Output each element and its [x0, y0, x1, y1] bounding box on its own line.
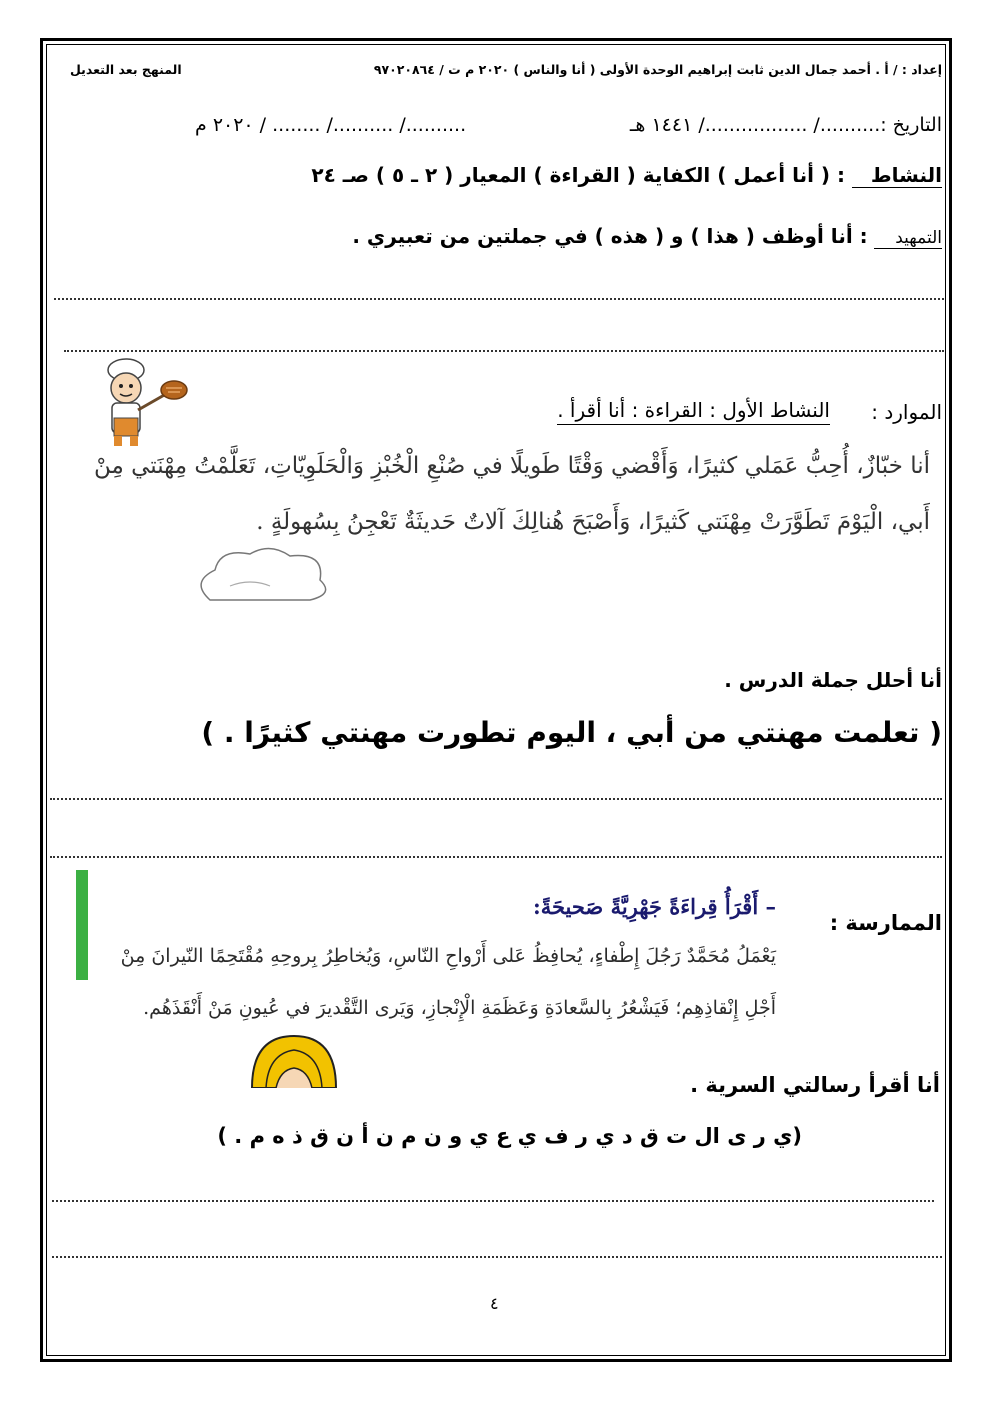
analysis-title: أنا أحلل جملة الدرس .	[724, 668, 942, 692]
activity-text: : ( أنا أعمل ) الكفاية ( القراءة ) المعيار ( ٢ ـ ٥ ) صـ ٢٤	[311, 163, 846, 187]
resources-label: الموارد :	[871, 400, 942, 424]
passage1-text: أنا خبّازٌ، أُحِبُّ عَمَلي كثيرًا، وَأَقْضي وَقْتًا طَويلًا في صُنْعِ الْخُبْزِ وَالْحَلَوِيّاتِ، تَعَلَّمْتُ مِهْنَتي مِنْ أَبي، الْيَوْمَ تَطَوَّرَتْ مِهْنَتي كَثيرًا، وَأَصْبَحَ هُنالِكَ آلاتٌ حَديثَةٌ تَعْجِنُ بِسُهولَةٍ .	[93, 453, 930, 535]
resources-activity-title: النشاط الأول : القراءة : أنا أقرأ .	[557, 398, 830, 425]
firefighter-icon	[246, 1030, 341, 1088]
page-number: ٤	[490, 1294, 499, 1313]
header-curriculum: المنهج بعد التعديل	[70, 62, 182, 77]
answer-line-1	[54, 298, 944, 300]
analysis-sentence: ( تعلمت مهنتي من أبي ، اليوم تطورت مهنتي كثيرًا . )	[201, 716, 942, 749]
activity-row	[311, 163, 942, 188]
answer-line-6	[52, 1256, 942, 1258]
date-hijri: التاريخ :........../ ................./ ١٤٤١ هـ	[629, 114, 942, 136]
chef-hat-icon	[190, 542, 340, 602]
answer-line-3	[50, 798, 942, 800]
intro-label: التمهيد	[874, 228, 942, 249]
practice-label: الممارسة :	[829, 911, 942, 935]
practice-passage: يَعْمَلُ مُحَمَّدٌ رَجُلَ إِطْفاءٍ، يُحافِظُ عَلى أَرْواحِ النّاسِ، وَيُخاطِرُ بِروحِهِ مُقْتَحِمًا النّيرانَ مِنْ أَجْلِ إِنْقاذِهِم؛ فَيَشْعُرُ بِالسَّعادَةِ وَعَظَمَةِ الْإِنْجازِ، وَيَرى التَّقْديرَ في عُيونِ مَنْ أَنْقَذَهُم.	[120, 945, 776, 1019]
secret-letters: (ي ر ى ال ت ق د ي ر ف ي ع ي و ن م ن أ ن ق ذ ه م . )	[217, 1124, 802, 1148]
secret-title: أنا أقرأ رسالتي السرية .	[690, 1073, 940, 1097]
passage1-image	[90, 432, 930, 602]
header-preparer: إعداد : / أ . أحمد جمال الدين ثابت إبراهيم الوحدة الأولى ( أنا والناس ) ٢٠٢٠ م ت / ٩٧٠٢٠٨٦٤	[373, 62, 942, 77]
date-gregorian: ........../ ........../ ........ / ٢٠٢٠ م	[195, 114, 467, 136]
activity-label: النشاط	[852, 163, 942, 188]
passage2-image	[76, 870, 786, 1088]
intro-text: : أنا أوظف ( هذا ) و ( هذه ) في جملتين من تعبيري .	[352, 224, 868, 248]
answer-line-5	[52, 1200, 934, 1202]
practice-heading: – أَقْرَأُ قِراءَةً جَهْرِيَّةً صَحيحَةً:	[532, 894, 776, 919]
answer-line-4	[50, 856, 942, 858]
answer-line-2	[64, 350, 944, 352]
intro-row	[352, 224, 942, 249]
